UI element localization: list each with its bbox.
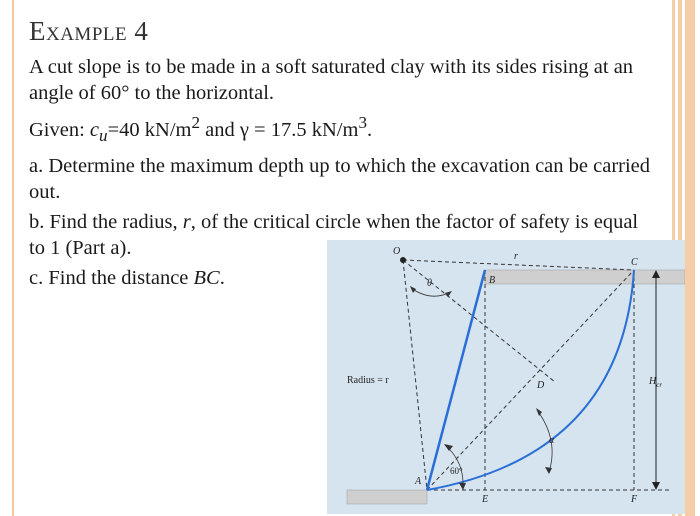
left-border-rule — [12, 0, 14, 516]
label-alpha: α — [549, 435, 555, 446]
theta-arc — [411, 288, 451, 296]
line-O-to-C — [403, 260, 634, 270]
alpha-arrow-top — [536, 408, 542, 416]
paragraph-given: Given: $c_u=40$ $kN/m^2$ and γ = 17.5 $kN/m^3$. — [29, 113, 373, 145]
paragraph-intro: A cut slope is to be made in a soft saturated clay with its sides rising at an angle of 60° to the horizontal. — [29, 56, 634, 104]
label-A: A — [415, 476, 422, 487]
paragraph-part-c: c. Find the distance BC. — [29, 266, 225, 289]
slope-failure-diagram — [327, 240, 685, 514]
label-theta: θ — [427, 278, 432, 289]
angle-arrow-base — [459, 483, 466, 490]
theta-arrow-right — [445, 291, 452, 297]
label-E: E — [482, 494, 489, 505]
label-radius: Radius = r — [347, 375, 389, 386]
height-arrow-bottom — [652, 482, 660, 490]
label-D: D — [537, 380, 545, 391]
label-B: B — [489, 275, 496, 286]
slide-title: Example 4 — [29, 16, 149, 46]
diagram-svg — [327, 240, 685, 514]
label-r: r — [514, 251, 518, 262]
label-F: F — [631, 494, 638, 505]
paragraph-part-a: a. Determine the maximum depth up to which the excavation can be carried out. — [29, 154, 651, 203]
bottom-ground-surface — [347, 490, 427, 504]
alpha-arrow-bottom — [545, 467, 552, 474]
point-O — [400, 257, 406, 263]
paragraph-part-b: b. Find the radius, r, of the critical circle when the factor of safety is equal to 1 (Part a). — [29, 210, 639, 259]
theta-arrow-left — [410, 286, 416, 293]
label-Hcr: $H_{cr}$ — [649, 376, 663, 389]
label-O: O — [393, 246, 401, 257]
label-60-degrees: 60° — [450, 466, 463, 476]
angle-arrow-face — [444, 444, 453, 451]
label-C: C — [631, 257, 638, 268]
